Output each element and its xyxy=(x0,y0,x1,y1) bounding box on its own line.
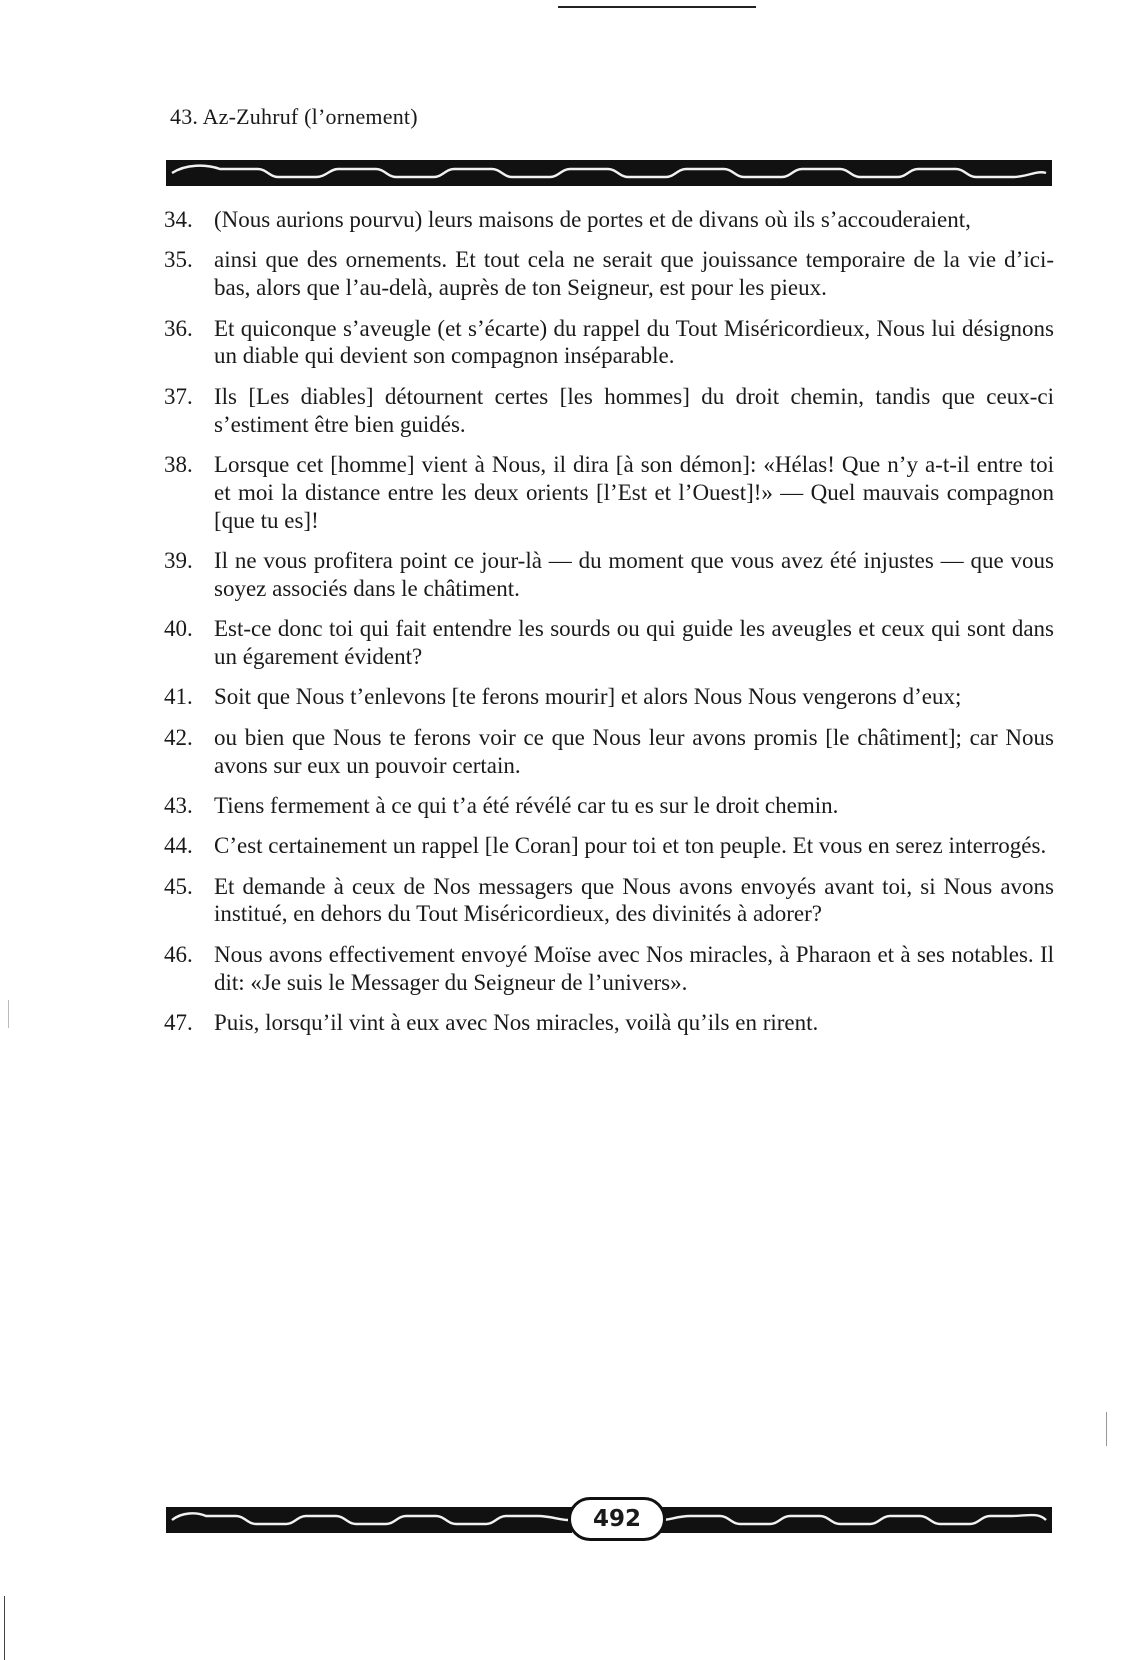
decorative-border-bottom-right xyxy=(658,1507,1052,1533)
verse-number: 45. xyxy=(164,873,193,899)
verse-text: Et quiconque s’aveugle (et s’écarte) du rappel du Tout Miséricordieux, Nous lui désignons un diable qui devient son compagnon inséparable. xyxy=(214,315,1054,369)
verse-text: Et demande à ceux de Nos messagers que Nous avons envoyés avant toi, si Nous avons institué, en dehors du Tout Miséricordieux, des divinités à adorer? xyxy=(214,873,1054,927)
verse-text: Il ne vous profitera point ce jour-là — du moment que vous avez été injustes — que vous soyez associés dans le châtiment. xyxy=(214,547,1054,601)
verse-text: Lorsque cet [homme] vient à Nous, il dira [à son démon]: «Hélas! Que n’y a-t-il entre toi et moi la distance entre les deux orients [l’Est et l’Ouest]!» — Quel mauvais compagnon [que tu es]! xyxy=(214,451,1054,533)
verse-item xyxy=(164,206,1054,234)
verse-number: 46. xyxy=(164,941,193,967)
verse-number: 38. xyxy=(164,451,193,477)
top-rule xyxy=(558,6,756,8)
verse-item xyxy=(164,246,1054,302)
verse-text: Nous avons effectivement envoyé Moïse avec Nos miracles, à Pharaon et à ses notables. Il dit: «Je suis le Messager du Seigneur de l’univers». xyxy=(214,941,1054,995)
page-header: 43. Az-Zuhruf (l’ornement) xyxy=(170,104,418,129)
verse-number: 41. xyxy=(164,684,193,710)
verse-number: 36. xyxy=(164,315,193,341)
margin-mark-left xyxy=(4,1596,5,1660)
verse-text: C’est certainement un rappel [le Coran] pour toi et ton peuple. Et vous en serez interrogés. xyxy=(214,833,1047,859)
verse-text: ou bien que Nous te ferons voir ce que Nous leur avons promis [le châtiment]; car Nous avons sur eux un pouvoir certain. xyxy=(214,724,1054,778)
verse-number: 34. xyxy=(164,207,193,232)
verse-text: ainsi que des ornements. Et tout cela ne serait que jouissance temporaire de la vie d’ici-bas, alors que l’au-delà, auprès de ton Seigneur, est pour les pieux. xyxy=(214,247,1054,301)
verse-item xyxy=(164,941,1054,997)
verse-item xyxy=(164,683,1054,711)
verse-text: (Nous aurions pourvu) leurs maisons de portes et de divans où ils s’accouderaient, xyxy=(214,207,971,232)
margin-mark-left-small xyxy=(8,1000,9,1028)
verse-number: 42. xyxy=(164,724,193,750)
verse-text: Tiens fermement à ce qui t’a été révélé car tu es sur le droit chemin. xyxy=(214,792,839,818)
verse-number: 43. xyxy=(164,792,193,818)
margin-mark-right xyxy=(1106,1412,1107,1446)
verse-item xyxy=(164,315,1054,371)
verse-item xyxy=(164,383,1054,439)
page-number: 492 xyxy=(568,1497,666,1541)
verse-number: 35. xyxy=(164,247,193,273)
verse-item xyxy=(164,1009,1054,1037)
verse-text: Ils [Les diables] détournent certes [les hommes] du droit chemin, tandis que ceux-ci s’estiment être bien guidés. xyxy=(214,383,1054,437)
decorative-border-bottom-left xyxy=(166,1507,572,1533)
verse-number: 40. xyxy=(164,616,193,642)
verse-text: Soit que Nous t’enlevons [te ferons mourir] et alors Nous Nous vengerons d’eux; xyxy=(214,684,962,710)
verse-item xyxy=(164,451,1054,534)
verse-number: 47. xyxy=(164,1010,193,1036)
decorative-border-top xyxy=(166,160,1052,186)
verse-list xyxy=(164,206,1054,1049)
verse-number: 44. xyxy=(164,833,193,859)
verse-item xyxy=(164,832,1054,860)
verse-number: 39. xyxy=(164,547,193,573)
verse-number: 37. xyxy=(164,383,193,409)
verse-text: Puis, lorsqu’il vint à eux avec Nos miracles, voilà qu’ils en rirent. xyxy=(214,1010,819,1036)
verse-item xyxy=(164,792,1054,820)
verse-item xyxy=(164,724,1054,780)
verse-item xyxy=(164,615,1054,671)
verse-item xyxy=(164,873,1054,929)
verse-text: Est-ce donc toi qui fait entendre les sourds ou qui guide les aveugles et ceux qui sont dans un égarement évident? xyxy=(214,616,1054,669)
verse-item xyxy=(164,547,1054,603)
